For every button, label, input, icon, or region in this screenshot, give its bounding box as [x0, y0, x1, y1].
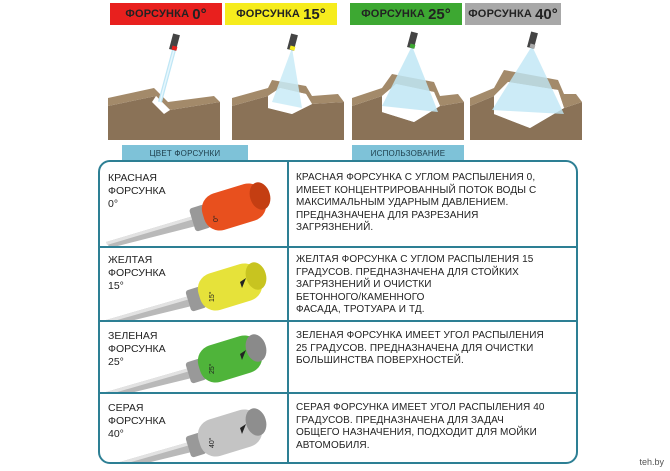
- nozzle-description: [296, 330, 572, 368]
- nozzle-name-line: СЕРАЯ: [108, 402, 144, 414]
- table-row-green: [100, 322, 576, 392]
- nozzle-mark: 25°: [209, 363, 216, 374]
- description-line: КРАСНАЯ ФОРСУНКА С УГЛОМ РАСПЫЛЕНИЯ 0,: [296, 172, 536, 183]
- table-row-red: [100, 162, 576, 246]
- nozzle-name-line: ЗЕЛЕНАЯ: [108, 330, 158, 342]
- tab-label: ФОРСУНКА: [361, 8, 426, 20]
- description-line: БЕТОННОГО/КАМЕННОГО: [296, 291, 425, 303]
- nozzle-table: [98, 160, 578, 464]
- spray-illustration-25: [352, 30, 464, 142]
- yellow-nozzle-image: [100, 248, 287, 320]
- description-line: ЗЕЛЕНАЯ ФОРСУНКА ИМЕЕТ УГОЛ РАСПЫЛЕНИЯ: [296, 330, 544, 341]
- description-line: ЗАГРЯЗНЕНИЙ.: [296, 222, 374, 234]
- nozzle-mark: 0°: [213, 215, 220, 222]
- nozzle-description: [296, 402, 572, 452]
- tab-degree: 40°: [535, 5, 558, 23]
- tab-label: ФОРСУНКА: [468, 8, 533, 20]
- description-line: ГРАДУСОВ. ПРЕДНАЗНАЧЕНА ДЛЯ СТОЙКИХ: [296, 266, 519, 278]
- tab-degree: 0°: [192, 5, 207, 23]
- tab-15-degree: [225, 3, 337, 25]
- tab-25-degree: [350, 3, 462, 25]
- spray-illustration-0: [108, 30, 220, 142]
- description-line: 25 ГРАДУСОВ. ПРЕДНАЗНАЧЕНА ДЛЯ ОЧИСТКИ: [296, 342, 534, 354]
- tab-40-degree: [465, 3, 561, 25]
- nozzle-description: [296, 172, 572, 235]
- description-line: ИМЕЕТ КОНЦЕНТРИРОВАННЫЙ ПОТОК ВОДЫ С: [296, 184, 537, 196]
- description-line: БОЛЬШИНСТВА ПОВЕРХНОСТЕЙ.: [296, 355, 464, 367]
- gray-nozzle-image: [100, 394, 287, 464]
- tab-degree: 25°: [428, 5, 451, 23]
- nozzle-mark: 40°: [209, 437, 216, 448]
- nozzle-name-line: 25°: [108, 356, 124, 368]
- nozzle-name-line: ФОРСУНКА: [108, 185, 166, 197]
- table-row-yellow: [100, 248, 576, 320]
- description-line: ПРЕДНАЗНАЧЕНА ДЛЯ РАЗРЕЗАНИЯ: [296, 209, 479, 221]
- description-line: ОБЩЕГО НАЗНАЧЕНИЯ, ПОДХОДИТ ДЛЯ МОЙКИ: [296, 427, 537, 439]
- nozzle-name-line: ФОРСУНКА: [108, 267, 166, 279]
- nozzle-name-line: 40°: [108, 428, 124, 440]
- description-line: МАКСИМАЛЬНЫМ УДАРНЫМ ДАВЛЕНИЕМ.: [296, 197, 509, 209]
- tab-label: ФОРСУНКА: [125, 8, 190, 20]
- spray-illustration-40: [470, 30, 582, 142]
- nozzle-name-line: 0°: [108, 198, 119, 210]
- spray-illustration-15: [232, 30, 344, 142]
- nozzle-mark: 15°: [209, 291, 216, 302]
- green-nozzle-image: [100, 322, 287, 392]
- red-nozzle-image: [100, 162, 287, 246]
- tab-label: ФОРСУНКА: [236, 8, 301, 20]
- nozzle-description: [296, 254, 572, 317]
- nozzle-name-line: КРАСНАЯ: [108, 172, 157, 184]
- nozzle-name-line: ЖЕЛТАЯ: [108, 254, 153, 266]
- description-line: ЖЕЛТАЯ ФОРСУНКА С УГЛОМ РАСПЫЛЕНИЯ 15: [296, 254, 534, 265]
- description-line: СЕРАЯ ФОРСУНКА ИМЕЕТ УГОЛ РАСПЫЛЕНИЯ 40: [296, 402, 545, 413]
- nozzle-name-line: ФОРСУНКА: [108, 415, 166, 427]
- description-line: ЗАГРЯЗНЕНИЙ И ОЧИСТКИ: [296, 279, 432, 291]
- caption-nozzle-color: ЦВЕТ ФОРСУНКИ: [122, 145, 248, 161]
- tab-degree: 15°: [303, 5, 326, 23]
- caption-usage: ИСПОЛЬЗОВАНИЕ: [352, 145, 464, 161]
- watermark: teh.by: [639, 457, 664, 467]
- nozzle-name-line: 15°: [108, 280, 124, 292]
- tab-0-degree: [110, 3, 222, 25]
- description-line: ГРАДУСОВ. ПРЕДНАЗНАЧЕНА ДЛЯ ЗАДАЧ: [296, 414, 504, 426]
- description-line: АВТОМОБИЛЯ.: [296, 439, 370, 451]
- description-line: ФАСАДА, ТРОТУАРА И ТД.: [296, 304, 425, 316]
- table-row-gray: [100, 394, 576, 464]
- nozzle-name-line: ФОРСУНКА: [108, 343, 166, 355]
